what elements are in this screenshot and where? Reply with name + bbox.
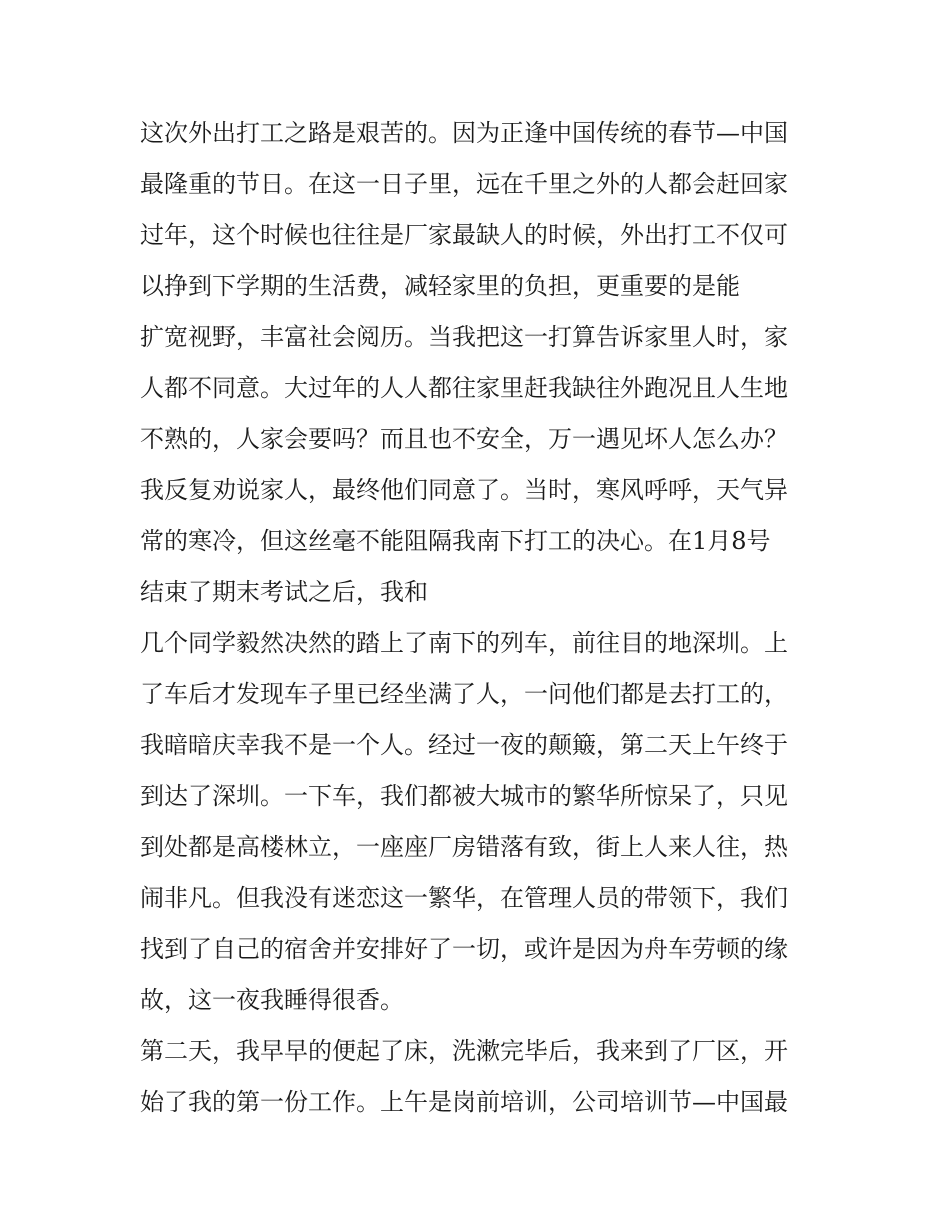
text-line: 了车后才发现车子里已经坐满了人，一问他们都是去打工的， xyxy=(140,680,788,708)
text-line: 到处都是高楼林立，一座座厂房错落有致，街上人来人往，热 xyxy=(140,833,788,861)
text-line: 人都不同意。大过年的人人都往家里赶我缺往外跑况且人生地 xyxy=(140,374,788,402)
text-line: 第二天，我早早的便起了床，洗漱完毕后，我来到了厂区，开 xyxy=(140,1037,788,1065)
text-line: 到达了深圳。一下车，我们都被大城市的繁华所惊呆了，只见 xyxy=(140,782,788,810)
text-line: 以挣到下学期的生活费，减轻家里的负担，更重要的是能 xyxy=(140,272,740,300)
text-line: 不熟的，人家会要吗？而且也不安全，万一遇见坏人怎么办？ xyxy=(140,425,788,453)
text-line: 故，这一夜我睡得很香。 xyxy=(140,986,404,1014)
text-line: 找到了自己的宿舍并安排好了一切，或许是因为舟车劳顿的缘 xyxy=(140,935,788,963)
text-line: 过年，这个时候也往往是厂家最缺人的时候，外出打工不仅可 xyxy=(140,221,788,249)
text-line: 我反复劝说家人，最终他们同意了。当时，寒风呼呼，天气异 xyxy=(140,476,788,504)
text-line: 几个同学毅然决然的踏上了南下的列车，前往目的地深圳。上 xyxy=(140,629,788,657)
text-line: 这次外出打工之路是艰苦的。因为正逢中国传统的春节—中国 xyxy=(140,119,788,147)
text-line: 我暗暗庆幸我不是一个人。经过一夜的颠簸，第二天上午终于 xyxy=(140,731,788,759)
text-line: 始了我的第一份工作。上午是岗前培训，公司培训节—中国最 xyxy=(140,1088,788,1116)
text-line: 扩宽视野，丰富社会阅历。当我把这一打算告诉家里人时，家 xyxy=(140,323,788,351)
text-line: 常的寒冷，但这丝毫不能阻隔我南下打工的决心。在1月8号 xyxy=(140,527,771,555)
text-line: 闹非凡。但我没有迷恋这一繁华，在管理人员的带领下，我们 xyxy=(140,884,788,912)
text-line: 最隆重的节日。在这一日子里，远在千里之外的人都会赶回家 xyxy=(140,170,788,198)
document-body xyxy=(140,108,820,1128)
text-line: 结束了期末考试之后，我和 xyxy=(140,578,428,606)
